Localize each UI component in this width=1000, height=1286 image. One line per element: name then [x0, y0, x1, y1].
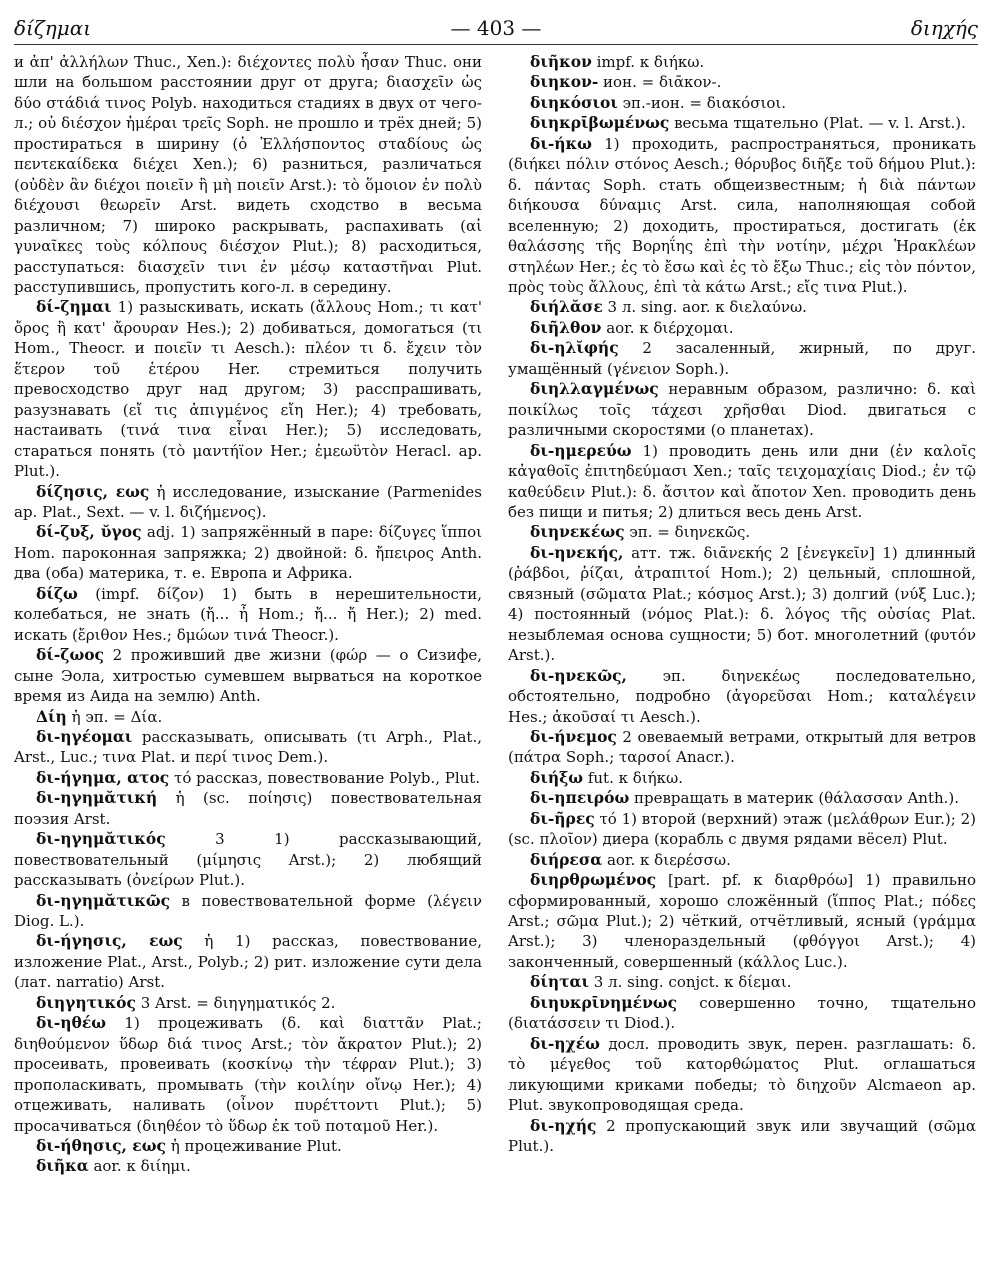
dictionary-entry: δι-ηγημᾰτικῶς в повествовательной форме (λέγειν Diog. L.).: [14, 890, 482, 931]
dictionary-entry: δι-ήγησις, εως ἡ 1) рассказ, повествование, изложение Plat., Arst., Polyb.; 2) рит. изложение сути дела (лат. narratio) Arst.: [14, 931, 482, 992]
entry-headword: δι-ηγημᾰτικός: [36, 829, 166, 849]
entry-headword: δι-ήνεμος: [530, 726, 617, 746]
entry-headword: δι-ηγημᾰτικῶς: [36, 890, 171, 910]
dictionary-entry: διῆλθον aor. к διέρχομαι.: [530, 317, 734, 337]
entry-headword: δί-ζυξ, ῠγος: [36, 522, 142, 542]
entry-headword: δι-ηνεκής,: [530, 542, 624, 562]
dictionary-entry: δι-ηχέω досл. проводить звук, перен. разглашать: δ. τὸ μέγεθος τοῦ κατορθώματος Plut. оглашаться ликующими криками победы; τὸ διηχοῦν Alcmaeon ap. Plut. звукопроводящая среда.: [508, 1033, 976, 1115]
entry-headword: δι-ηθέω: [36, 1013, 107, 1033]
dictionary-entry: δί-ζημαι 1) разыскивать, искать (ἄλλους Hom.; τι κατ' ὄρος ἢ κατ' ἄρουραν Hes.); 2) добиваться, домогаться (τι Hom., Theocr. и ποιεῖν τι Aesch.): πλέον τι δ. ἔχειν τὸν ἕτερον τοῦ ἑτέρου Her. стремиться получить превосходство друг над другом; 3) расспрашивать, разузнавать (εἴ τις ἀπιγμένος εἴη Her.); 4) требовать, настаивать (τινά τινα εἶναι Her.); 5) исследовать, стараться понять (τὸ μαντήϊον Her.; ἐμεωϋτὸν Heracl. ap. Plut.).: [14, 297, 482, 481]
dictionary-entry: δι-ηνεκής, атт. тж. διᾱνεκής 2 [ἐνεγκεῖν] 1) длинный (ῥάβδοι, ῥίζαι, ἀτραπιτοί Hom.); 2) цельный, сплошной, связный (σῶματα Plat.; κόσμος Arst.); 3) долгий (νύξ Luc.); 4) постоянный (νόμος Plat.): δ. λόγος τῆς οὐσίας Plat. незыблемая основа сущности; 5) бот. многолетний (φυτόν Arst.).: [508, 542, 976, 665]
entry-headword: διηκόσιοι: [530, 92, 618, 112]
dictionary-entry: διῆκα aor. к διίημι.: [36, 1156, 191, 1176]
left-column: [14, 52, 482, 1177]
entry-headword: διῆκα: [36, 1156, 89, 1176]
entry-headword: δι-ηχέω: [530, 1033, 600, 1053]
dictionary-entry: δι-ηχής 2 пропускающий звук или звучащий (σῶμα Plut.).: [508, 1115, 976, 1156]
dictionary-entry: δι-ήθησις, εως ἡ процеживание Plut.: [36, 1136, 342, 1156]
dictionary-entry: διῆκον impf. к διήκω.: [530, 52, 705, 71]
header-right-guide-word: διηχής: [910, 16, 978, 40]
entry-headword: διηλλαγμένως: [530, 379, 659, 399]
entry-headword: διηγητικός: [36, 992, 136, 1012]
entry-headword: διηνεκέως: [530, 522, 625, 542]
dictionary-entry: διηυκρῑνημένως совершенно точно, тщательно (διατάσσειν τι Diod.).: [508, 992, 976, 1033]
dictionary-entry: δι-ήνεμος 2 овеваемый ветрами, открытый для ветров (πάτρα Soph.; ταρσοί Anacr.).: [508, 726, 976, 767]
dictionary-entry: δι-ηθέω 1) процеживать (δ. καὶ διαττᾶν Plat.; διηθούμενον ὕδωρ διά τινος Arst.; τὸν ἄκρατον Plut.); 2) просеивать, провеивать (κοσκίνῳ τὴν τέφραν Plut.); 3) прополаскивать, промывать (τὴν κοιλίην οἴνῳ Her.); 4) отцеживать, наливать (οἶνον πυρέττοντι Plut.); 5) просачиваться (διηθέον τὸ ὕδωρ ἐκ τοῦ ποταμοῦ Her.).: [14, 1013, 482, 1135]
entry-headword: δί-ζημαι: [36, 297, 112, 317]
page-header: [14, 14, 978, 45]
dictionary-entry: διηγητικός 3 Arst. = διηγηματικός 2.: [36, 992, 336, 1012]
entry-headword: διηκρῑβωμένως: [530, 113, 670, 133]
entry-headword: δι-ήθησις, εως: [36, 1136, 166, 1156]
entry-headword: δίζησις, εως: [36, 481, 150, 501]
dictionary-entry: διηρθρωμένος [part. pf. к διαρθρόω] 1) правильно сформированный, хорошо сложённый (ἵππος Plat.; πόδες Arst.; σῶμα Plut.); 2) чёткий, отчётливый, ясный (γράμμα Arst.); 3) членораздельный (φθόγγοι Arst.); 4) законченный, совершенный (κάλλος Luc.).: [508, 870, 976, 971]
entry-headword: δί-ζωος: [36, 645, 104, 665]
dictionary-entry: δί-ζυξ, ῠγος adj. 1) запряжённый в паре: δίζυγες ἵπποι Hom. пароконная запряжка; 2) двойной: δ. ἤπειρος Anth. два (оба) материка, т. е. Европа и Африка.: [14, 522, 482, 583]
dictionary-entry: δι-ηπειρόω превращать в материк (θάλασσαν Anth.).: [530, 788, 960, 808]
dictionary-entry: δι-ηγέομαι рассказывать, описывать (τι Arph., Plat., Arst., Luc.; τινα Plat. и περί τινος Dem.).: [14, 726, 482, 767]
entry-headword: διηκον-: [530, 72, 599, 92]
dictionary-entry: δίζησις, εως ἡ исследование, изыскание (Parmenides ap. Plat., Sext. — v. l. διζήμενος).: [14, 481, 482, 521]
page-number: — 403 —: [450, 16, 542, 40]
entry-headword: διηρθρωμένος: [530, 870, 657, 890]
entry-headword: Δίη: [36, 706, 67, 726]
entry-headword: δι-ήγησις, εως: [36, 931, 183, 951]
dictionary-entry: διήρεσα aor. к διερέσσω.: [530, 849, 731, 869]
entry-headword: διήρεσα: [530, 849, 603, 869]
entry-headword: δι-ηλῐφής: [530, 338, 619, 358]
right-column: [508, 52, 976, 1156]
dictionary-entry: διηλλαγμένως неравным образом, различно: δ. καὶ ποικίλως τοῖς τάχεσι χρῆσθαι Diod. двигаться с различными скоростями (о планетах).: [508, 379, 976, 440]
dictionary-entry: διηκόσιοι эп.-ион. = διακόσιοι.: [530, 92, 787, 112]
dictionary-entry: δι-ήγημα, ατος τό рассказ, повествование Polyb., Plut.: [36, 767, 481, 787]
dictionary-entry: διηνεκέως эп. = διηνεκῶς.: [530, 522, 751, 542]
entry-headword: δι-ηγημᾰτική: [36, 788, 158, 808]
entry-headword: διηυκρῑνημένως: [530, 992, 678, 1012]
dictionary-entry: δι-ηγημᾰτικός 3 1) рассказывающий, повествовательный (μίμησις Arst.); 2) любящий рассказывать (ὀνείρων Plut.).: [14, 829, 482, 890]
dictionary-entry: δι-ημερεύω 1) проводить день или дни (ἐν καλοῖς κἀγαθοῖς ἐπιτηδεύμασι Xen.; ταῖς τειχομαχίαις Diod.; ἐν τῷ καθεύδειν Plut.): δ. ἄσιτον καὶ ἄποτον Xen. проводить день без пищи и питья; 2) длиться весь день Arst.: [508, 440, 976, 521]
entry-headword: δι-ῆρες: [530, 808, 595, 828]
dictionary-entry: διηκρῑβωμένως весьма тщательно (Plat. — v. l. Arst.).: [530, 113, 966, 133]
entry-headword: δι-ηπειρόω: [530, 788, 630, 808]
entry-headword: διήξω: [530, 767, 584, 787]
dictionary-entry: διήξω fut. к διήκω.: [530, 767, 684, 787]
entry-headword: δι-ηνεκῶς,: [530, 665, 627, 685]
entry-headword: δι-ηχής: [530, 1115, 597, 1135]
dictionary-entry: δι-ηγημᾰτική ἡ (sc. ποίησις) повествовательная поэзия Arst.: [14, 788, 482, 828]
dictionary-entry: δι-ηνεκῶς, эп. διηνεκέως последовательно, обстоятельно, подробно (ἀγορεῦσαι Hom.; καταλέγειν Hes.; ἀκοῦσαί τι Aesch.).: [508, 665, 976, 726]
entry-headword: δι-ημερεύω: [530, 440, 632, 460]
entry-headword: διῆλθον: [530, 317, 602, 337]
entry-headword: δι-ηγέομαι: [36, 726, 133, 746]
dictionary-entry: δίηται 3 л. sing. conjct. к δίεμαι.: [530, 972, 792, 992]
entry-headword: δίζω: [36, 583, 78, 603]
dictionary-entry: δι-ηλῐφής 2 засаленный, жирный, по друг. умащённый (γένειον Soph.).: [508, 338, 976, 378]
dictionary-entry: Δίη ἡ эп. = Δία.: [36, 706, 163, 726]
header-left-guide-word: δίζημαι: [14, 16, 92, 40]
dictionary-entry: δί-ζωος 2 проживший две жизни (φώρ — о Сизифе, сыне Эола, хитростью сумевшем вырваться на короткое время из Аида на землю) Anth.: [14, 645, 482, 706]
dictionary-entry: δι-ήκω 1) проходить, распространяться, проникать (διήκει πόλιν στόνος Aesch.; θόρυβος διῆξε τοῦ δήμου Plut.): δ. πάντας Soph. стать общеизвестным; ἡ διὰ πάντων διήκουσα δύναμις Arst. сила, наполняющая собой вселенную; 2) доходить, простираться, достигать (ἐκ θαλάσσης τῆς Βορηΐης ἐπὶ τὴν νοτίην, μέχρι Ἡρακλέων στηλέων Her.; ἐς τὸ ἔσω καὶ ἐς τὸ ἔξω Thuc.; εἰς τὸν πόντον, πρὸς τοὺς ἄλλους, ἐπὶ τὰ κάτω Arst.; εἴς τινα Plut.).: [508, 133, 976, 296]
entry-headword: δίηται: [530, 972, 589, 992]
dictionary-entry: διηκον- ион. = διᾱκον-.: [530, 72, 722, 92]
dictionary-entry: и ἀπ' ἀλλήλων Thuc., Xen.): διέχοντες πολὺ ἦσαν Thuc. они шли на большом расстоянии друг от друга; διασχεῖν ὡς δύο στάδιά τινος Polyb. находиться стадиях в двух от чего-л.; οὐ διέσχον ἡμέραι τρεῖς Soph. не прошло и трёх дней; 5) простираться в ширину (ὁ Ἑλλήσποντος σταδίους ὡς πεντεκαίδεκα διέχει Xen.); 6) разниться, различаться (οὐδὲν ἂν διέχοι ποιεῖν ἢ μὴ ποιεῖν Arst.): τὸ ὅμοιον ἐν πολὺ διέχουσι θεωρεῖν Arst. видеть сходство в весьма различном; 7) широко раскрывать, распахивать (αἱ γυναῖκες τοὺς κόλπους διέσχον Plut.); 8) расходиться, расступаться: διασχεῖν τινι ἐν μέσῳ καταστῆναι Plut. расступившись, пропустить кого-л. в середину.: [14, 53, 482, 296]
dictionary-entry: δίζω (impf. δίζον) 1) быть в нерешительности, колебаться, не знать (ἤ... ἦ Hom.; ἤ... ἤ Her.); 2) med. искать (ἔριθον Hes.; δμώων τινά Theocr.).: [14, 583, 482, 644]
dictionary-entry: διήλᾰσε 3 л. sing. aor. к διελαύνω.: [530, 297, 807, 317]
entry-headword: δι-ήκω: [530, 133, 592, 153]
entry-headword: δι-ήγημα, ατος: [36, 767, 170, 787]
entry-headword: διῆκον: [530, 52, 592, 71]
dictionary-entry: δι-ῆρες τό 1) второй (верхний) этаж (μελάθρων Eur.); 2) (sc. πλοῖον) диера (корабль с двумя рядами вёсел) Plut.: [508, 808, 976, 849]
entry-headword: διήλᾰσε: [530, 297, 603, 317]
